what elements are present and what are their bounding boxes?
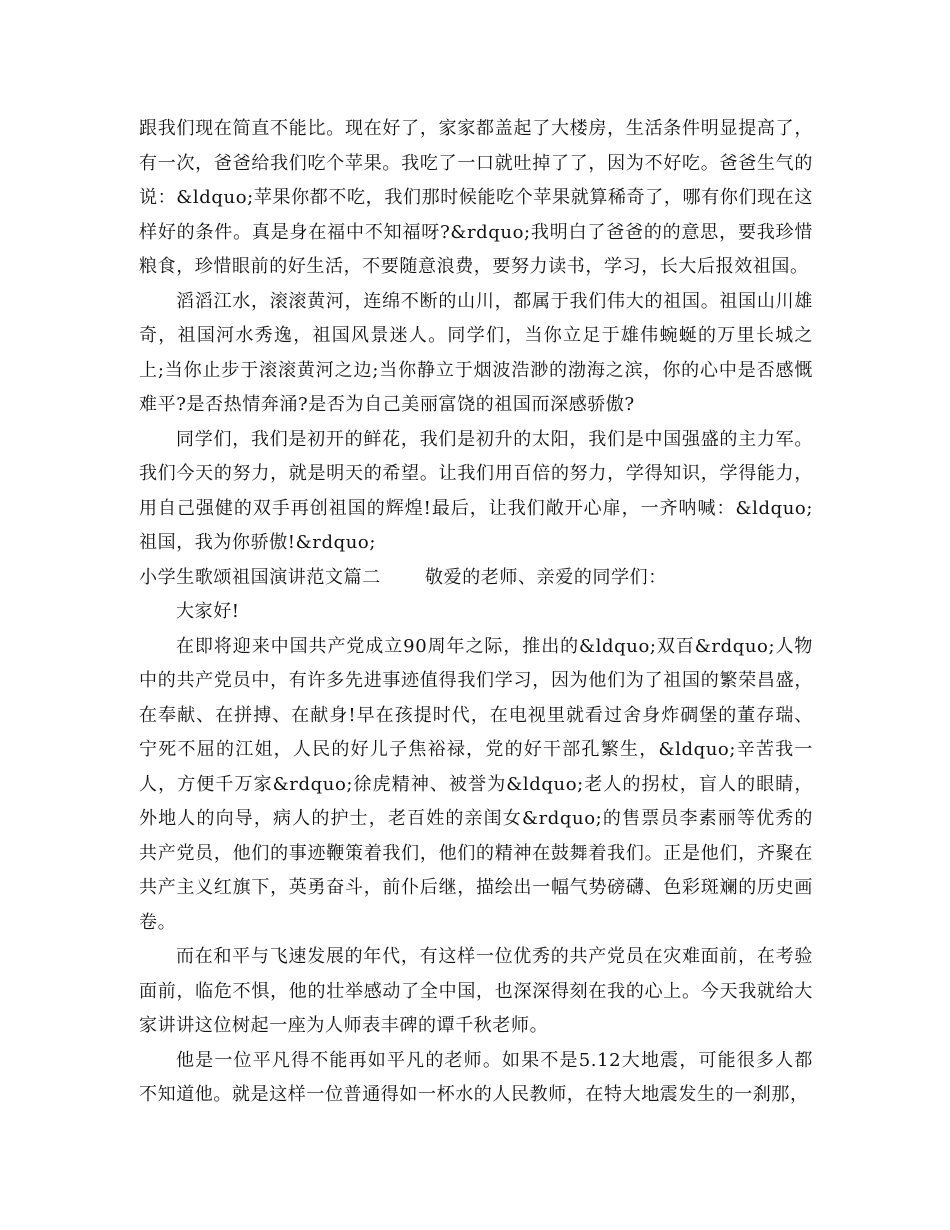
document-body [139,112,813,1113]
greeting: 大家好! [176,601,240,622]
paragraph: 滔滔江水，滚滚黄河，连绵不断的山川，都属于我们伟大的祖国。祖国山川雄奇，祖国河水秀逸，祖国风景迷人。同学们，当你立足于雄伟蜿蜒的万里长城之上;当你止步于滚滚黄河之边;当你静立于烟波浩渺的渤海之滨，你的心中是否感慨难平?是否热情奔涌?是否为自己美丽富饶的祖国而深感骄傲? [139,290,813,415]
paragraph: 而在和平与飞速发展的年代，有这样一位优秀的共产党员在灾难面前，在考验面前，临危不惧，他的壮举感动了全中国，也深深得刻在我的心上。今天我就给大家讲讲这位树起一座为人师表丰碑的谭千秋老师。 [139,946,813,1036]
paragraph: 在即将迎来中国共产党成立90周年之际，推出的&ldquo;双百&rdquo;人物中的共产党员中，有许多先进事迹值得我们学习，因为他们为了祖国的繁荣昌盛，在奉献、在拼搏、在献身!早在孩提时代，在电视里就看过舍身炸碉堡的董存瑞、宁死不屈的江姐，人民的好儿子焦裕禄，党的好干部孔繁生，&ldquo;辛苦我一人，方便千万家&rdquo;徐虎精神、被誉为&ldquo;老人的拐杖，盲人的眼睛，外地人的向导，病人的护士，老百姓的亲闺女&rdquo;的售票员李素丽等优秀的共产党员，他们的事迹鞭策着我们，他们的精神在鼓舞着我们。正是他们，齐聚在共产主义红旗下，英勇奋斗，前仆后继，描绘出一幅气势磅礴、色彩斑斓的历史画卷。 [139,635,813,933]
paragraph: 同学们，我们是初开的鲜花，我们是初升的太阳，我们是中国强盛的主力军。我们今天的努力，就是明天的希望。让我们用百倍的努力，学得知识，学得能力，用自己强健的双手再创祖国的辉煌!最后，让我们敞开心扉，一齐呐喊：&ldquo;祖国，我为你骄傲!&rdquo; [139,428,813,553]
paragraph: 跟我们现在简直不能比。现在好了，家家都盖起了大楼房，生活条件明显提高了，有一次，爸爸给我们吃个苹果。我吃了一口就吐掉了了，因为不好吃。爸爸生气的说：&ldquo;苹果你都不吃，我们那时候能吃个苹果就算稀奇了，哪有你们现在这样好的条件。真是身在福中不知福呀?&rdquo;我明白了爸爸的的意思，要我珍惜粮食，珍惜眼前的好生活，不要随意浪费，要努力读书，学习，长大后报效祖国。 [139,118,813,277]
section-heading: 小学生歌颂祖国演讲范文篇二 敬爱的老师、亲爱的同学们： [139,566,667,588]
paragraph: 他是一位平凡得不能再如平凡的老师。如果不是5.12大地震，可能很多人都不知道他。就是这样一位普通得如一杯水的人民教师，在特大地震发生的一刹那， [139,1049,813,1105]
